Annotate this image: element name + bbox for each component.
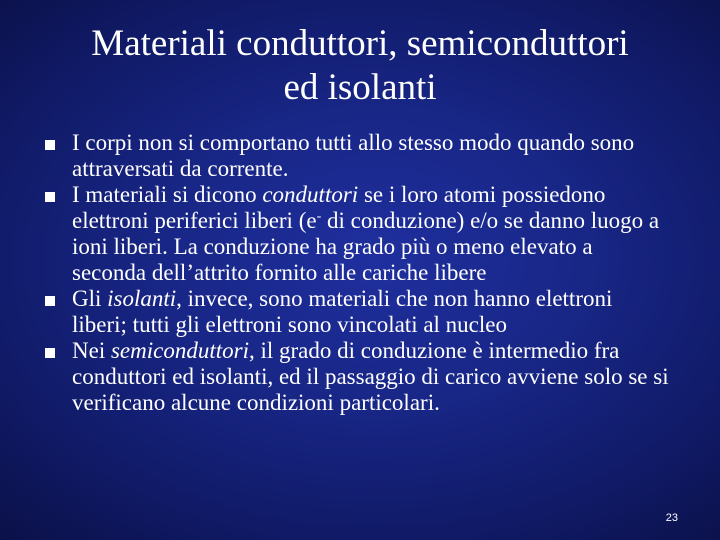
square-bullet-icon (45, 192, 55, 202)
bullet-text-after: di conduzione) e/o se danno luogo a ioni liberi. La conduzione ha grado più o meno elevato a seconda dell’attrito fornito alle cariche libere (72, 208, 660, 285)
bullet-text-after: , il grado di conduzione è intermedio fra conduttori ed isolanti, ed il passaggio di carico avviene solo se si verificano alcune condizioni particolari. (72, 338, 669, 415)
bullet-text-before: Nei (72, 338, 111, 363)
bullet-item-insulators (42, 286, 672, 338)
square-bullet-icon (45, 140, 55, 150)
page-number: 23 (665, 512, 678, 524)
term-conductors: conduttori (262, 182, 359, 207)
bullet-text-before: I materiali si dicono (72, 182, 263, 207)
slide-title-line-1: Materiali conduttori, semiconduttori (91, 23, 629, 64)
square-bullet-icon (45, 348, 55, 358)
term-semiconductors: semiconduttori (110, 338, 249, 363)
bullet-text: I corpi non si comportano tutti allo stesso modo quando sono attraversati da corrente. (72, 130, 635, 181)
slide-title-line-2: ed isolanti (283, 67, 437, 108)
square-bullet-icon (45, 296, 55, 306)
term-insulators: isolanti (107, 286, 177, 311)
bullet-item-current (42, 130, 672, 182)
slide-title (20, 22, 700, 110)
bullet-item-conductors (42, 182, 672, 286)
bullet-text-middle: se i loro atomi possiedono elettroni periferici liberi (e (72, 182, 606, 233)
bullet-list (42, 130, 672, 416)
bullet-text-after: , invece, sono materiali che non hanno elettroni liberi; tutti gli elettroni sono vincolati al nucleo (72, 286, 613, 337)
bullet-item-semiconductors (42, 338, 672, 416)
bullet-text-before: Gli (72, 286, 108, 311)
electron-superscript: - (316, 209, 322, 224)
